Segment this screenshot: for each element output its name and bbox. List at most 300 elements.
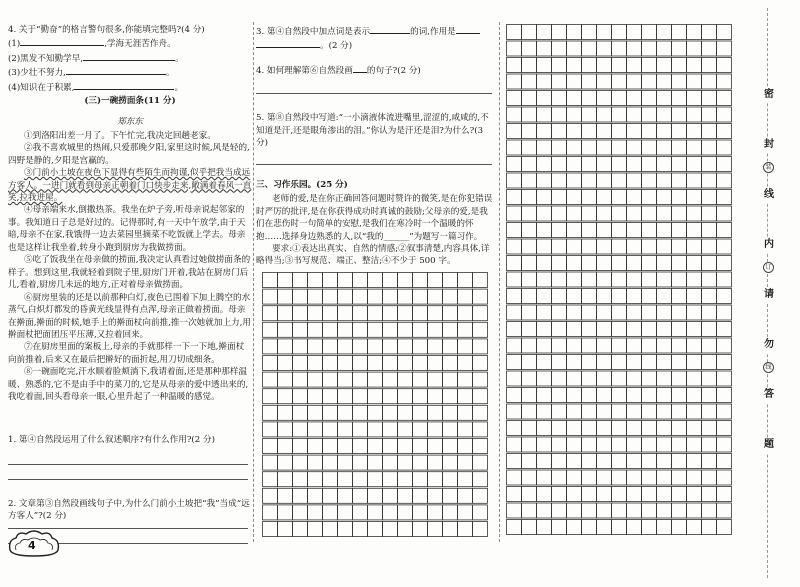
grid-cell[interactable]	[657, 91, 672, 106]
grid-cell[interactable]	[672, 124, 687, 139]
grid-cell[interactable]	[507, 404, 522, 419]
grid-cell[interactable]	[458, 372, 473, 387]
grid-cell[interactable]	[353, 322, 368, 337]
grid-cell[interactable]	[383, 322, 398, 337]
grid-cell[interactable]	[308, 389, 323, 404]
grid-cell[interactable]	[383, 306, 398, 321]
grid-cell[interactable]	[597, 289, 612, 304]
grid-cell[interactable]	[567, 157, 582, 172]
grid-cell[interactable]	[567, 388, 582, 403]
grid-cell[interactable]	[582, 371, 597, 386]
grid-cell[interactable]	[263, 405, 278, 420]
grid-cell[interactable]	[672, 74, 687, 89]
grid-cell[interactable]	[552, 404, 567, 419]
grid-cell[interactable]	[413, 522, 428, 537]
grid-cell[interactable]	[717, 437, 732, 452]
grid-cell[interactable]	[383, 273, 398, 288]
grid-cell[interactable]	[458, 289, 473, 304]
grid-cell[interactable]	[507, 58, 522, 73]
grid-cell[interactable]	[702, 41, 717, 56]
grid-cell[interactable]	[552, 503, 567, 518]
answer-blank[interactable]	[83, 51, 175, 61]
grid-cell[interactable]	[507, 454, 522, 469]
grid-cell[interactable]	[702, 173, 717, 188]
grid-cell[interactable]	[672, 107, 687, 122]
grid-cell[interactable]	[567, 322, 582, 337]
grid-cell[interactable]	[413, 306, 428, 321]
grid-cell[interactable]	[368, 405, 383, 420]
grid-cell[interactable]	[278, 339, 293, 354]
grid-cell[interactable]	[717, 256, 732, 271]
grid-cell[interactable]	[353, 289, 368, 304]
grid-cell[interactable]	[567, 91, 582, 106]
grid-cell[interactable]	[278, 306, 293, 321]
grid-cell[interactable]	[353, 455, 368, 470]
grid-cell[interactable]	[368, 389, 383, 404]
grid-cell[interactable]	[537, 206, 552, 221]
grid-cell[interactable]	[308, 455, 323, 470]
grid-cell[interactable]	[507, 305, 522, 320]
grid-cell[interactable]	[627, 272, 642, 287]
grid-cell[interactable]	[627, 173, 642, 188]
grid-cell[interactable]	[323, 505, 338, 520]
grid-cell[interactable]	[642, 41, 657, 56]
grid-cell[interactable]	[338, 455, 353, 470]
grid-cell[interactable]	[413, 339, 428, 354]
grid-cell[interactable]	[278, 322, 293, 337]
grid-cell[interactable]	[597, 454, 612, 469]
grid-cell[interactable]	[323, 422, 338, 437]
grid-cell[interactable]	[672, 91, 687, 106]
grid-cell[interactable]	[612, 206, 627, 221]
grid-cell[interactable]	[278, 455, 293, 470]
grid-cell[interactable]	[552, 256, 567, 271]
grid-cell[interactable]	[642, 322, 657, 337]
grid-cell[interactable]	[642, 503, 657, 518]
grid-cell[interactable]	[597, 404, 612, 419]
grid-cell[interactable]	[458, 505, 473, 520]
grid-cell[interactable]	[293, 455, 308, 470]
grid-cell[interactable]	[368, 339, 383, 354]
grid-cell[interactable]	[582, 107, 597, 122]
grid-cell[interactable]	[473, 472, 488, 487]
grid-cell[interactable]	[308, 289, 323, 304]
grid-cell[interactable]	[672, 289, 687, 304]
grid-cell[interactable]	[398, 372, 413, 387]
grid-cell[interactable]	[627, 388, 642, 403]
grid-cell[interactable]	[507, 338, 522, 353]
grid-cell[interactable]	[443, 522, 458, 537]
grid-cell[interactable]	[567, 421, 582, 436]
grid-cell[interactable]	[263, 422, 278, 437]
grid-cell[interactable]	[672, 157, 687, 172]
grid-cell[interactable]	[597, 74, 612, 89]
grid-cell[interactable]	[567, 140, 582, 155]
grid-cell[interactable]	[657, 107, 672, 122]
grid-cell[interactable]	[702, 371, 717, 386]
grid-cell[interactable]	[582, 454, 597, 469]
answer-blank[interactable]	[66, 65, 166, 75]
grid-cell[interactable]	[522, 190, 537, 205]
grid-cell[interactable]	[278, 405, 293, 420]
grid-cell[interactable]	[507, 91, 522, 106]
grid-cell[interactable]	[507, 124, 522, 139]
grid-cell[interactable]	[293, 372, 308, 387]
grid-cell[interactable]	[627, 454, 642, 469]
grid-cell[interactable]	[263, 505, 278, 520]
grid-cell[interactable]	[413, 289, 428, 304]
grid-cell[interactable]	[597, 206, 612, 221]
grid-cell[interactable]	[522, 223, 537, 238]
grid-cell[interactable]	[537, 388, 552, 403]
grid-cell[interactable]	[702, 157, 717, 172]
grid-cell[interactable]	[642, 239, 657, 254]
grid-cell[interactable]	[597, 107, 612, 122]
grid-cell[interactable]	[642, 223, 657, 238]
grid-cell[interactable]	[702, 470, 717, 485]
grid-cell[interactable]	[293, 289, 308, 304]
grid-cell[interactable]	[672, 404, 687, 419]
grid-cell[interactable]	[612, 272, 627, 287]
grid-cell[interactable]	[657, 157, 672, 172]
writing-grid-middle[interactable]	[262, 272, 490, 538]
grid-cell[interactable]	[308, 439, 323, 454]
grid-cell[interactable]	[657, 454, 672, 469]
grid-cell[interactable]	[398, 505, 413, 520]
grid-cell[interactable]	[702, 25, 717, 40]
grid-cell[interactable]	[552, 124, 567, 139]
grid-cell[interactable]	[672, 520, 687, 535]
grid-cell[interactable]	[552, 190, 567, 205]
grid-cell[interactable]	[567, 338, 582, 353]
grid-cell[interactable]	[338, 273, 353, 288]
grid-cell[interactable]	[582, 338, 597, 353]
grid-cell[interactable]	[582, 503, 597, 518]
grid-cell[interactable]	[383, 488, 398, 503]
grid-cell[interactable]	[537, 305, 552, 320]
grid-cell[interactable]	[383, 472, 398, 487]
grid-cell[interactable]	[473, 356, 488, 371]
grid-cell[interactable]	[672, 338, 687, 353]
grid-cell[interactable]	[537, 91, 552, 106]
grid-cell[interactable]	[612, 404, 627, 419]
grid-cell[interactable]	[627, 140, 642, 155]
grid-cell[interactable]	[582, 206, 597, 221]
grid-cell[interactable]	[398, 455, 413, 470]
grid-cell[interactable]	[657, 503, 672, 518]
grid-cell[interactable]	[537, 190, 552, 205]
grid-cell[interactable]	[278, 389, 293, 404]
grid-cell[interactable]	[293, 356, 308, 371]
grid-cell[interactable]	[278, 505, 293, 520]
grid-cell[interactable]	[672, 371, 687, 386]
grid-cell[interactable]	[672, 173, 687, 188]
grid-cell[interactable]	[597, 322, 612, 337]
grid-cell[interactable]	[687, 338, 702, 353]
grid-cell[interactable]	[398, 488, 413, 503]
grid-cell[interactable]	[353, 488, 368, 503]
grid-cell[interactable]	[567, 470, 582, 485]
grid-cell[interactable]	[458, 306, 473, 321]
grid-cell[interactable]	[612, 25, 627, 40]
grid-cell[interactable]	[642, 338, 657, 353]
grid-cell[interactable]	[522, 272, 537, 287]
grid-cell[interactable]	[627, 256, 642, 271]
grid-cell[interactable]	[552, 388, 567, 403]
grid-cell[interactable]	[278, 372, 293, 387]
writing-grid-right[interactable]	[506, 24, 734, 536]
grid-cell[interactable]	[597, 41, 612, 56]
grid-cell[interactable]	[687, 355, 702, 370]
grid-cell[interactable]	[717, 91, 732, 106]
grid-cell[interactable]	[657, 124, 672, 139]
grid-cell[interactable]	[717, 239, 732, 254]
grid-cell[interactable]	[353, 339, 368, 354]
grid-cell[interactable]	[507, 322, 522, 337]
grid-cell[interactable]	[338, 306, 353, 321]
grid-cell[interactable]	[702, 503, 717, 518]
answer-area-q1[interactable]	[8, 450, 252, 480]
grid-cell[interactable]	[612, 289, 627, 304]
grid-cell[interactable]	[597, 437, 612, 452]
grid-cell[interactable]	[522, 239, 537, 254]
grid-cell[interactable]	[507, 355, 522, 370]
grid-cell[interactable]	[368, 439, 383, 454]
grid-cell[interactable]	[522, 470, 537, 485]
grid-cell[interactable]	[582, 520, 597, 535]
grid-cell[interactable]	[717, 520, 732, 535]
grid-cell[interactable]	[567, 289, 582, 304]
grid-cell[interactable]	[458, 439, 473, 454]
grid-cell[interactable]	[293, 488, 308, 503]
grid-cell[interactable]	[443, 488, 458, 503]
grid-cell[interactable]	[687, 454, 702, 469]
grid-cell[interactable]	[552, 487, 567, 502]
grid-cell[interactable]	[672, 25, 687, 40]
answer-blank[interactable]	[456, 24, 480, 34]
grid-cell[interactable]	[522, 256, 537, 271]
grid-cell[interactable]	[507, 520, 522, 535]
grid-cell[interactable]	[537, 157, 552, 172]
grid-cell[interactable]	[597, 239, 612, 254]
grid-cell[interactable]	[413, 389, 428, 404]
grid-cell[interactable]	[687, 223, 702, 238]
grid-cell[interactable]	[428, 488, 443, 503]
grid-cell[interactable]	[552, 272, 567, 287]
grid-cell[interactable]	[338, 405, 353, 420]
grid-cell[interactable]	[717, 58, 732, 73]
grid-cell[interactable]	[323, 289, 338, 304]
grid-cell[interactable]	[717, 289, 732, 304]
grid-cell[interactable]	[567, 173, 582, 188]
grid-cell[interactable]	[263, 372, 278, 387]
grid-cell[interactable]	[537, 74, 552, 89]
grid-cell[interactable]	[507, 470, 522, 485]
grid-cell[interactable]	[353, 422, 368, 437]
grid-cell[interactable]	[687, 256, 702, 271]
grid-cell[interactable]	[597, 355, 612, 370]
grid-cell[interactable]	[702, 190, 717, 205]
grid-cell[interactable]	[657, 305, 672, 320]
grid-cell[interactable]	[443, 439, 458, 454]
grid-cell[interactable]	[702, 520, 717, 535]
grid-cell[interactable]	[597, 520, 612, 535]
grid-cell[interactable]	[672, 305, 687, 320]
grid-cell[interactable]	[612, 421, 627, 436]
grid-cell[interactable]	[702, 322, 717, 337]
grid-cell[interactable]	[293, 505, 308, 520]
grid-cell[interactable]	[507, 256, 522, 271]
grid-cell[interactable]	[507, 157, 522, 172]
grid-cell[interactable]	[443, 422, 458, 437]
grid-cell[interactable]	[263, 488, 278, 503]
grid-cell[interactable]	[672, 223, 687, 238]
grid-cell[interactable]	[507, 206, 522, 221]
grid-cell[interactable]	[582, 173, 597, 188]
grid-cell[interactable]	[657, 371, 672, 386]
grid-cell[interactable]	[672, 503, 687, 518]
grid-cell[interactable]	[507, 74, 522, 89]
grid-cell[interactable]	[672, 140, 687, 155]
grid-cell[interactable]	[567, 124, 582, 139]
grid-cell[interactable]	[428, 372, 443, 387]
grid-cell[interactable]	[642, 173, 657, 188]
grid-cell[interactable]	[642, 470, 657, 485]
grid-cell[interactable]	[717, 107, 732, 122]
grid-cell[interactable]	[537, 404, 552, 419]
grid-cell[interactable]	[642, 91, 657, 106]
grid-cell[interactable]	[323, 356, 338, 371]
grid-cell[interactable]	[642, 371, 657, 386]
grid-cell[interactable]	[537, 272, 552, 287]
grid-cell[interactable]	[537, 520, 552, 535]
grid-cell[interactable]	[687, 371, 702, 386]
grid-cell[interactable]	[702, 272, 717, 287]
grid-cell[interactable]	[308, 273, 323, 288]
grid-cell[interactable]	[687, 140, 702, 155]
grid-cell[interactable]	[293, 322, 308, 337]
grid-cell[interactable]	[627, 338, 642, 353]
grid-cell[interactable]	[522, 41, 537, 56]
grid-cell[interactable]	[627, 58, 642, 73]
grid-cell[interactable]	[353, 306, 368, 321]
grid-cell[interactable]	[308, 472, 323, 487]
grid-cell[interactable]	[582, 289, 597, 304]
grid-cell[interactable]	[687, 289, 702, 304]
grid-cell[interactable]	[383, 389, 398, 404]
grid-cell[interactable]	[642, 437, 657, 452]
grid-cell[interactable]	[687, 58, 702, 73]
grid-cell[interactable]	[473, 422, 488, 437]
grid-cell[interactable]	[627, 305, 642, 320]
grid-cell[interactable]	[473, 389, 488, 404]
grid-cell[interactable]	[567, 223, 582, 238]
grid-cell[interactable]	[293, 522, 308, 537]
grid-cell[interactable]	[443, 273, 458, 288]
grid-cell[interactable]	[458, 273, 473, 288]
grid-cell[interactable]	[413, 322, 428, 337]
grid-cell[interactable]	[537, 487, 552, 502]
grid-cell[interactable]	[627, 437, 642, 452]
grid-cell[interactable]	[458, 405, 473, 420]
grid-cell[interactable]	[263, 306, 278, 321]
grid-cell[interactable]	[627, 520, 642, 535]
grid-cell[interactable]	[642, 355, 657, 370]
grid-cell[interactable]	[567, 239, 582, 254]
grid-cell[interactable]	[657, 338, 672, 353]
grid-cell[interactable]	[702, 140, 717, 155]
answer-blank[interactable]	[256, 38, 320, 48]
grid-cell[interactable]	[597, 503, 612, 518]
grid-cell[interactable]	[597, 124, 612, 139]
answer-blank[interactable]	[20, 36, 104, 46]
grid-cell[interactable]	[353, 405, 368, 420]
grid-cell[interactable]	[338, 522, 353, 537]
grid-cell[interactable]	[537, 173, 552, 188]
grid-cell[interactable]	[537, 140, 552, 155]
grid-cell[interactable]	[582, 41, 597, 56]
grid-cell[interactable]	[522, 322, 537, 337]
grid-cell[interactable]	[383, 289, 398, 304]
grid-cell[interactable]	[672, 239, 687, 254]
grid-cell[interactable]	[413, 505, 428, 520]
answer-blank[interactable]	[370, 24, 410, 34]
grid-cell[interactable]	[597, 223, 612, 238]
grid-cell[interactable]	[537, 25, 552, 40]
grid-cell[interactable]	[278, 422, 293, 437]
grid-cell[interactable]	[717, 206, 732, 221]
grid-cell[interactable]	[308, 405, 323, 420]
grid-cell[interactable]	[627, 503, 642, 518]
grid-cell[interactable]	[413, 372, 428, 387]
grid-cell[interactable]	[552, 322, 567, 337]
grid-cell[interactable]	[473, 322, 488, 337]
grid-cell[interactable]	[522, 157, 537, 172]
grid-cell[interactable]	[458, 389, 473, 404]
grid-cell[interactable]	[687, 25, 702, 40]
grid-cell[interactable]	[597, 58, 612, 73]
grid-cell[interactable]	[537, 256, 552, 271]
grid-cell[interactable]	[642, 206, 657, 221]
grid-cell[interactable]	[428, 522, 443, 537]
grid-cell[interactable]	[582, 223, 597, 238]
grid-cell[interactable]	[323, 389, 338, 404]
grid-cell[interactable]	[702, 58, 717, 73]
grid-cell[interactable]	[582, 388, 597, 403]
grid-cell[interactable]	[657, 388, 672, 403]
grid-cell[interactable]	[582, 239, 597, 254]
grid-cell[interactable]	[627, 190, 642, 205]
grid-cell[interactable]	[657, 190, 672, 205]
grid-cell[interactable]	[278, 522, 293, 537]
grid-cell[interactable]	[507, 41, 522, 56]
grid-cell[interactable]	[642, 107, 657, 122]
grid-cell[interactable]	[522, 371, 537, 386]
grid-cell[interactable]	[627, 322, 642, 337]
grid-cell[interactable]	[657, 58, 672, 73]
grid-cell[interactable]	[522, 503, 537, 518]
grid-cell[interactable]	[627, 223, 642, 238]
grid-cell[interactable]	[338, 472, 353, 487]
grid-cell[interactable]	[687, 239, 702, 254]
grid-cell[interactable]	[702, 239, 717, 254]
grid-cell[interactable]	[443, 472, 458, 487]
grid-cell[interactable]	[507, 437, 522, 452]
grid-cell[interactable]	[582, 322, 597, 337]
grid-cell[interactable]	[672, 388, 687, 403]
grid-cell[interactable]	[672, 206, 687, 221]
grid-cell[interactable]	[627, 25, 642, 40]
